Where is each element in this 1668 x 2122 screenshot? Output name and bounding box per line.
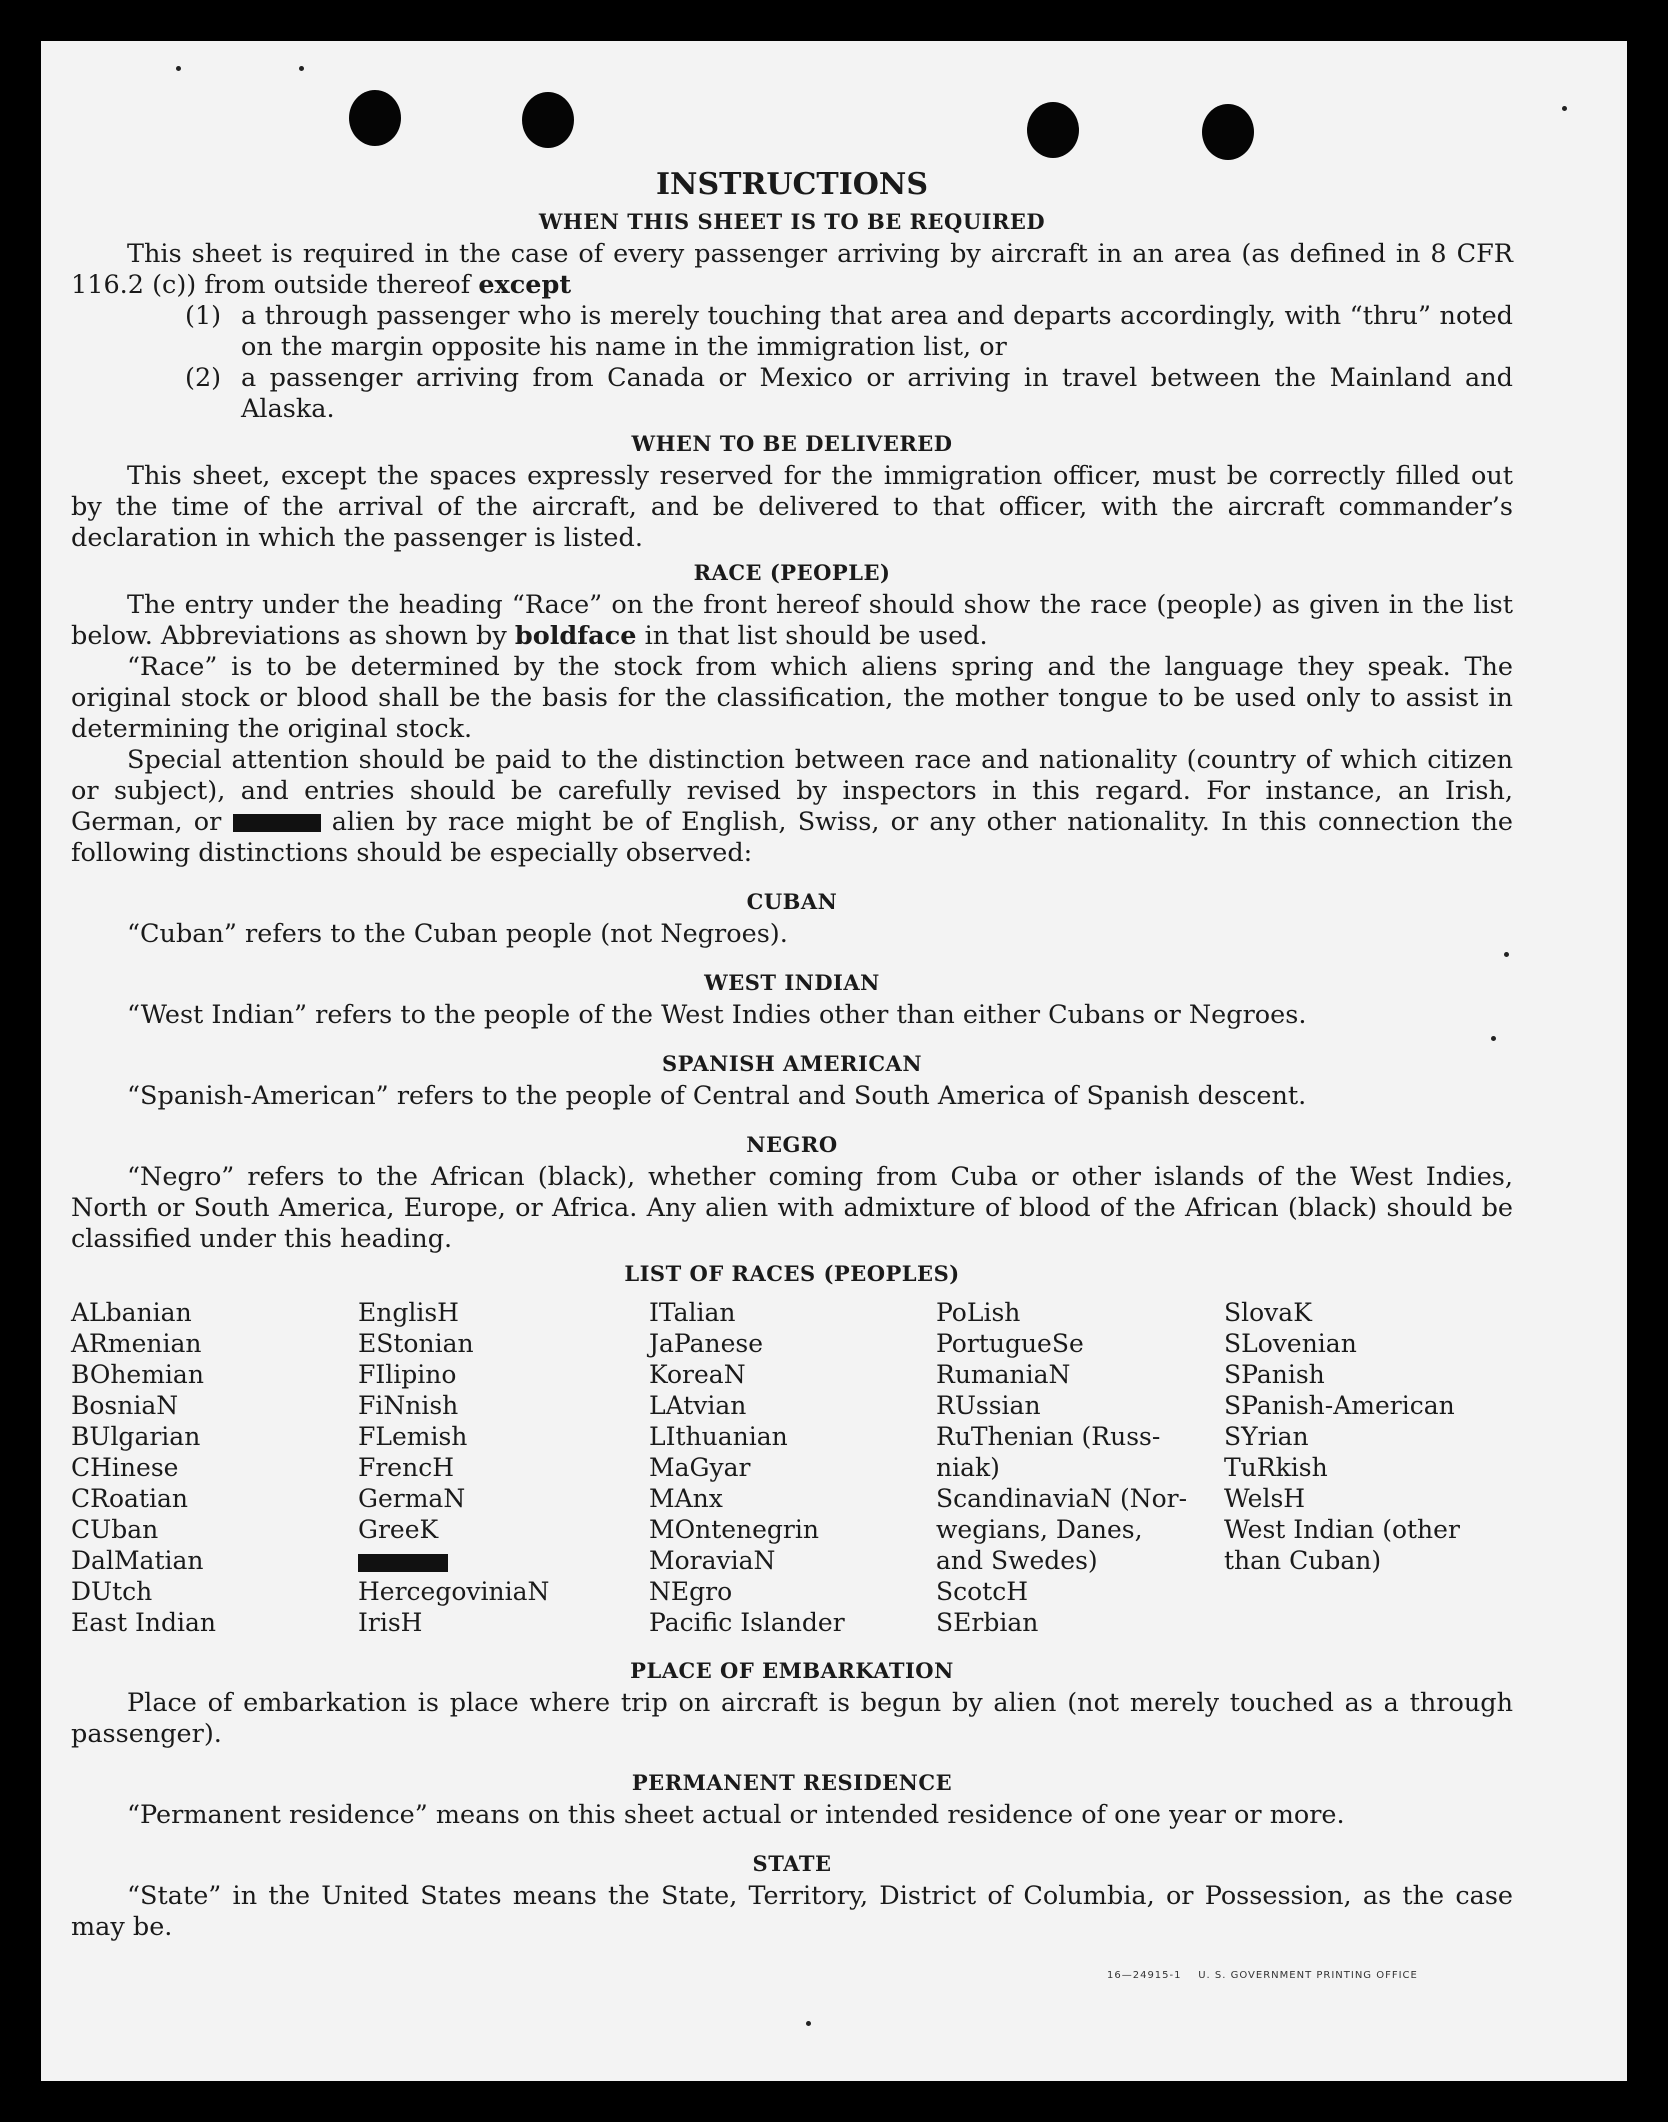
race-entry: CHinese [71,1453,179,1482]
state-text: “State” in the United States means the State, Territory, District of Columbia, or Possession, as the case may be. [71,1881,1513,1942]
race-entry: RUssian [936,1391,1041,1420]
race-entry: IrisH [358,1608,423,1637]
race-entry: MOntenegrin [649,1515,819,1544]
instructions-body [71,167,1513,1943]
speck [1562,106,1567,111]
race-entry: BosniaN [71,1391,179,1420]
spanish-american-text: “Spanish-American” refers to the people of Central and South America of Spanish descent. [127,1081,1307,1111]
section-heading-west-indian: WEST INDIAN [704,970,880,995]
race-entry: ITalian [649,1298,736,1327]
races-column [649,1297,936,1638]
race-entry: DUtch [71,1577,153,1606]
race-entry: KoreaN [649,1360,746,1389]
race-paragraph-2: “Race” is to be determined by the stock from which aliens spring and the language they speak. The original stock or blood shall be the basis for the classification, the mother tongue to be used only to assist in determining the original stock. [71,652,1513,744]
speck [806,2021,811,2026]
race-entry: FrencH [358,1453,454,1482]
races-list [71,1297,1513,1638]
section-heading-negro: NEGRO [746,1132,838,1157]
section-heading-race: RACE (PEOPLE) [693,560,891,585]
race-entry: BOhemian [71,1360,204,1389]
race-entry: PoLish [936,1298,1021,1327]
race-entry: FLemish [358,1422,468,1451]
required-intro: This sheet is required in the case of every passenger arriving by aircraft in an area (as defined in 8 CFR 116.2 (c)) from outside thereof except [71,239,1513,300]
race-entry: HercegoviniaN [358,1577,550,1606]
required-exception-1: (1) a through passenger who is merely touching that area and departs accordingly, with “thru” noted on the margin opposite his name in the immigration list, or [185,301,1513,362]
race-entry: MaGyar [649,1453,751,1482]
race-entry: FiNnish [358,1391,459,1420]
race-entry: SPanish [1224,1360,1325,1389]
redaction-mark [358,1554,448,1572]
races-column [936,1297,1224,1638]
document-sheet [41,41,1627,2081]
race-entry: GreeK [358,1515,439,1544]
punch-hole [349,90,401,146]
negro-text: “Negro” refers to the African (black), whether coming from Cuba or other islands of the West Indies, North or South America, Europe, or Africa. Any alien with admixture of blood of the African (black) should be classified under this heading. [71,1162,1513,1254]
embarkation-text: Place of embarkation is place where trip on aircraft is begun by alien (not merely touched as a through passenger). [71,1688,1513,1749]
section-heading-state: STATE [752,1851,832,1876]
race-entry: LAtvian [649,1391,747,1420]
race-entry: ARmenian [71,1329,202,1358]
race-entry: Pacific Islander [649,1608,845,1637]
race-entry: CRoatian [71,1484,188,1513]
race-entry: East Indian [71,1608,216,1637]
delivered-text: This sheet, except the spaces expressly reserved for the immigration officer, must be correctly filled out by the time of the arrival of the aircraft, and be delivered to that officer, with the aircraft commander’s declaration in which the passenger is listed. [71,461,1513,553]
race-paragraph-3: Special attention should be paid to the distinction between race and nationality (country of which citizen or subject), and entries should be carefully revised by inspectors in this regard. For instance, an Irish, German, or alien by race might be of English, Swiss, or any other nationality. In this connection the following distinctions should be especially observed: [71,745,1513,868]
speck [176,66,181,71]
section-heading-spanish-american: SPANISH AMERICAN [661,1051,923,1076]
races-column [71,1297,358,1638]
race-entry: ALbanian [71,1298,192,1327]
race-entry: BUlgarian [71,1422,201,1451]
race-entry: SErbian [936,1608,1039,1637]
race-entry: GermaN [358,1484,466,1513]
race-entry: SYrian [1224,1422,1309,1451]
cuban-text: “Cuban” refers to the Cuban people (not Negroes). [127,919,788,949]
race-entry: ScandinaviaN (Nor- wegians, Danes, and Swedes) [936,1484,1188,1575]
section-heading-required: WHEN THIS SHEET IS TO BE REQUIRED [538,209,1046,234]
race-entry: CUban [71,1515,159,1544]
race-entry: WelsH [1224,1484,1306,1513]
race-entry: SPanish-American [1224,1391,1455,1420]
west-indian-text: “West Indian” refers to the people of the West Indies other than either Cubans or Negroes. [127,1000,1307,1030]
speck [299,66,304,71]
section-heading-list: LIST OF RACES (PEOPLES) [624,1261,960,1286]
race-entry: PortugueSe [936,1329,1084,1358]
race-entry: SLovenian [1224,1329,1357,1358]
race-entry: LIthuanian [649,1422,788,1451]
race-entry: ScotcH [936,1577,1029,1606]
punch-hole [1027,102,1079,158]
race-entry: West Indian (other than Cuban) [1224,1515,1460,1575]
redaction-mark [233,814,321,832]
race-entry: DalMatian [71,1546,204,1575]
races-column [358,1297,649,1638]
race-paragraph-1: The entry under the heading “Race” on the front hereof should show the race (people) as given in the list below. Abbreviations as shown by boldface in that list should be used. [71,590,1513,651]
section-heading-cuban: CUBAN [746,889,838,914]
race-entry [358,1545,649,1576]
race-entry: SlovaK [1224,1298,1312,1327]
form-code: 16—24915-1 [1107,1970,1182,1981]
form-footer [1107,1970,1418,1981]
printer-imprint: U. S. GOVERNMENT PRINTING OFFICE [1198,1970,1418,1981]
race-entry: RumaniaN [936,1360,1071,1389]
residence-text: “Permanent residence” means on this sheet actual or intended residence of one year or more. [127,1800,1345,1830]
race-entry: FIlipino [358,1360,457,1389]
section-heading-delivered: WHEN TO BE DELIVERED [631,431,953,456]
race-entry: EStonian [358,1329,474,1358]
punch-hole [1202,104,1254,160]
section-heading-residence: PERMANENT RESIDENCE [631,1770,953,1795]
race-entry: JaPanese [649,1329,764,1358]
page-title: INSTRUCTIONS [656,167,928,202]
section-heading-embarkation: PLACE OF EMBARKATION [630,1658,954,1683]
race-entry: EnglisH [358,1298,459,1327]
race-entry: TuRkish [1224,1453,1328,1482]
race-entry: NEgro [649,1577,733,1606]
race-entry: MoraviaN [649,1546,776,1575]
race-entry: RuThenian (Russ- niak) [936,1422,1161,1482]
races-column [1224,1297,1513,1638]
required-exception-2: (2) a passenger arriving from Canada or Mexico or arriving in travel between the Mainland and Alaska. [185,363,1513,424]
punch-hole [522,92,574,148]
race-entry: MAnx [649,1484,723,1513]
